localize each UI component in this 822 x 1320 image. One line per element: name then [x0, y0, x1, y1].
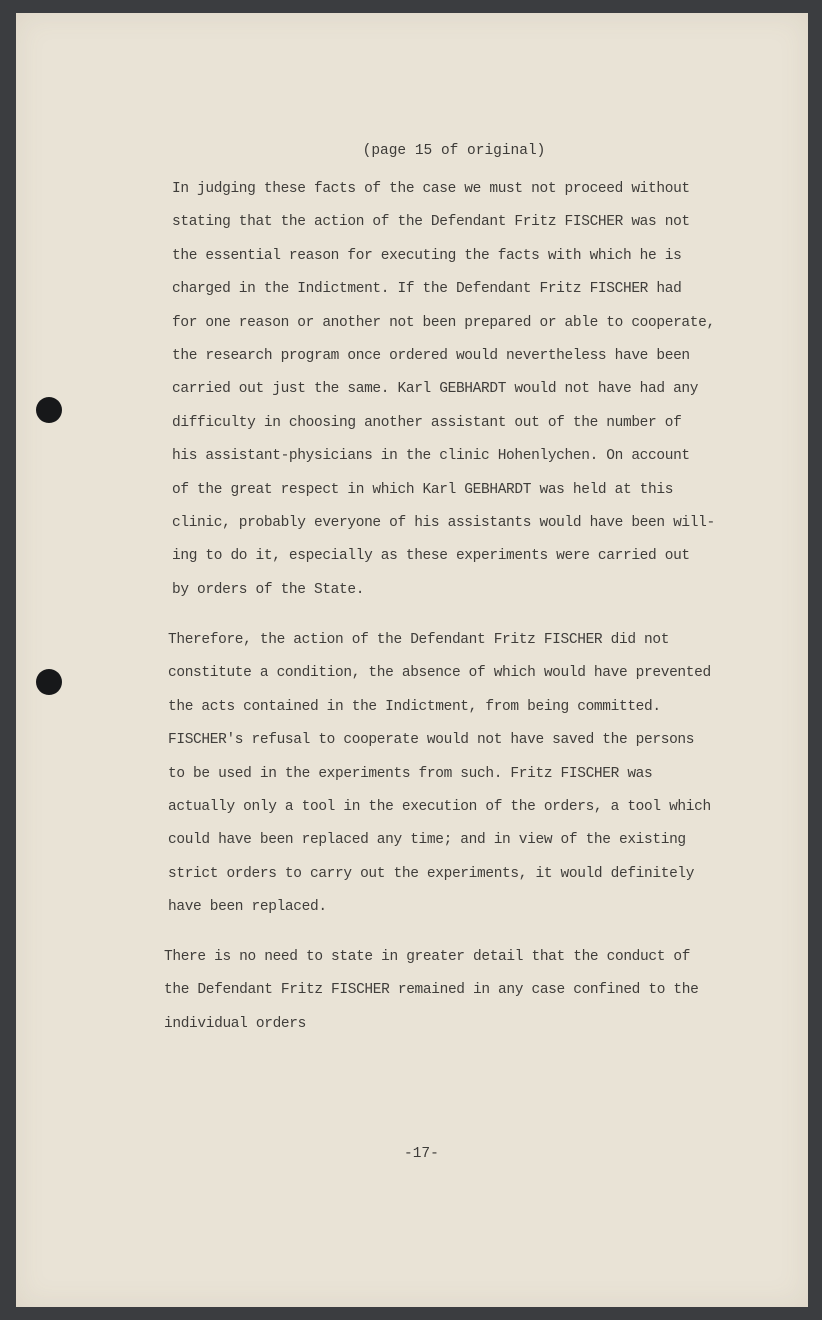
text-line: the research program once ordered would nevertheless have been	[172, 347, 690, 364]
text-line: clinic, probably everyone of his assistants would have been will-	[172, 514, 715, 531]
page-number: -17-	[404, 1146, 439, 1162]
paragraph-3	[164, 941, 699, 1041]
text-line: of the great respect in which Karl GEBHARDT was held at this	[172, 481, 674, 498]
text-line: for one reason or another not been prepared or able to cooperate,	[172, 314, 715, 331]
text-line: actually only a tool in the execution of the orders, a tool which	[168, 798, 711, 815]
paragraph-1	[172, 173, 715, 607]
text-line: In judging these facts of the case we must not proceed without	[172, 181, 690, 197]
page-header: (page 15 of original)	[362, 143, 546, 159]
punch-hole	[36, 397, 62, 423]
text-line: strict orders to carry out the experiments, it would definitely	[168, 865, 695, 882]
text-line: carried out just the same. Karl GEBHARDT would not have had any	[172, 381, 699, 398]
text-line: There is no need to state in greater detail that the conduct of	[164, 949, 691, 965]
text-line: could have been replaced any time; and in view of the existing	[168, 832, 686, 849]
text-line: charged in the Indictment. If the Defendant Fritz FISCHER had	[172, 281, 682, 298]
text-line: FISCHER's refusal to cooperate would not have saved the persons	[168, 732, 695, 749]
paragraph-2	[168, 624, 711, 925]
text-line: ing to do it, especially as these experiments were carried out	[172, 548, 690, 565]
text-line: stating that the action of the Defendant Fritz FISCHER was not	[172, 214, 690, 231]
text-line: Therefore, the action of the Defendant Fritz FISCHER did not	[168, 632, 670, 648]
text-line: individual orders	[164, 1015, 306, 1032]
text-line: difficulty in choosing another assistant out of the number of	[172, 414, 682, 431]
text-line: by orders of the State.	[172, 581, 365, 598]
text-line: the essential reason for executing the facts with which he is	[172, 247, 682, 264]
text-line: to be used in the experiments from such. Fritz FISCHER was	[168, 765, 653, 782]
text-line: the acts contained in the Indictment, from being committed.	[168, 698, 661, 715]
text-line: his assistant-physicians in the clinic Hohenlychen. On account	[172, 448, 690, 465]
punch-hole	[36, 669, 62, 695]
text-line: the Defendant Fritz FISCHER remained in any case confined to the	[164, 982, 699, 999]
text-line: constitute a condition, the absence of which would have prevented	[168, 665, 711, 682]
text-line: have been replaced.	[168, 899, 327, 916]
